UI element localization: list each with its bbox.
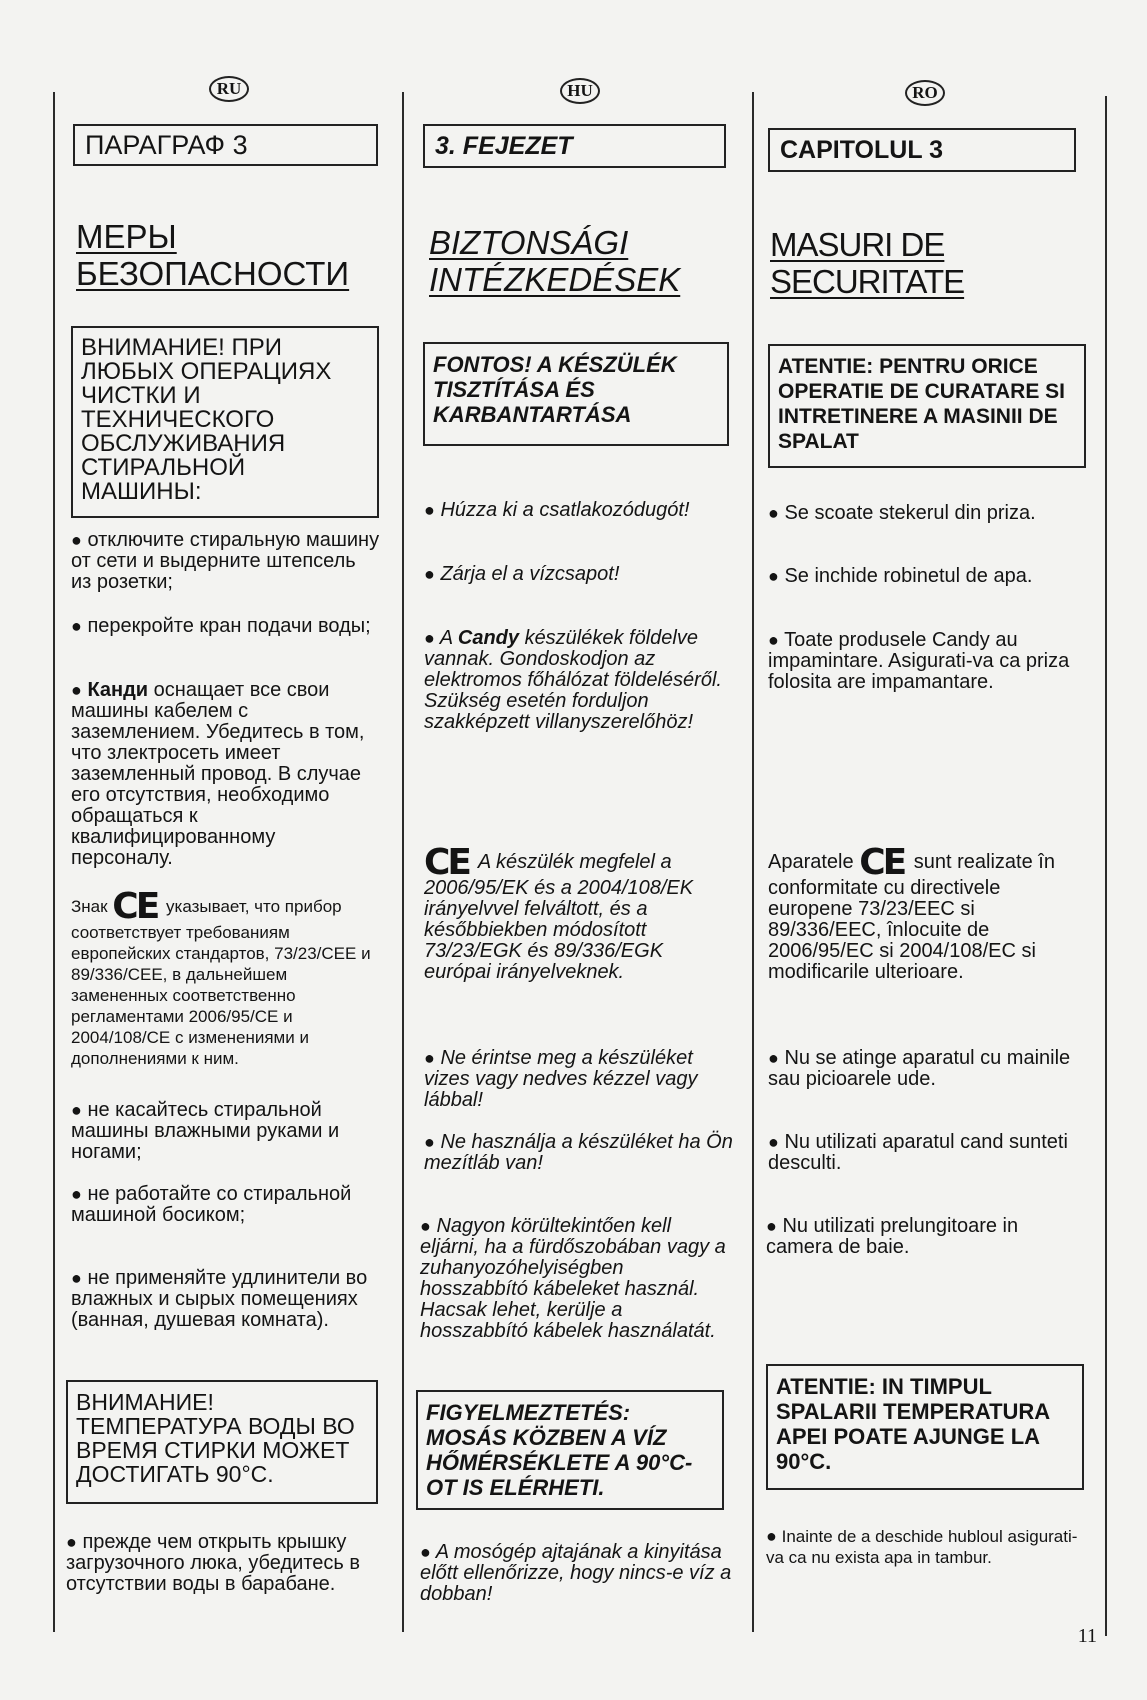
bullet-hu-6: [420, 1216, 735, 1342]
column-rule-1: [53, 92, 55, 1632]
bullet-ru-5: [71, 1184, 381, 1226]
temperature-warning-hu: FIGYELMEZTETÉS: MOSÁS KÖZBEN A VÍZ HŐMÉRSÉKLETE A 90°C-OT IS ELÉRHETI.: [416, 1390, 724, 1510]
bullet-icon: ●: [420, 1216, 431, 1236]
section-title-ru: МЕРЫ БЕЗОПАСНОСТИ: [76, 218, 350, 292]
bullet-text: A mosógép ajtajának a kinyitása előtt ellenőrizze, hogy nincs-e víz a dobban!: [420, 1541, 732, 1605]
bullet-icon: ●: [71, 1184, 82, 1204]
chapter-heading-ro: CAPITOLUL 3: [768, 128, 1076, 172]
bullet-text: Ne használja a készüléket ha Ön mezítláb van!: [424, 1131, 733, 1174]
warning-box-hu: FONTOS! A KÉSZÜLÉK TISZTÍTÁSA ÉS KARBANTARTÁSA: [423, 342, 729, 446]
bullet-text: Nu se atinge aparatul cu mainile sau picioarele ude.: [768, 1047, 1071, 1090]
bullet-text: készülékek földelve vannak. Gondoskodjon az elektromos főhálózat földeléséről. Szükség esetén forduljon szakképzett villanyszerelőhöz!: [424, 627, 722, 733]
bullet-text: Inainte de a deschide hubloul asigurati-va ca nu exista apa in tambur.: [766, 1527, 1078, 1567]
warning-box-ru: ВНИМАНИЕ! ПРИ ЛЮБЫХ ОПЕРАЦИЯХ ЧИСТКИ И ТЕХНИЧЕСКОГО ОБСЛУЖИВАНИЯ СТИРАЛЬНОЙ МАШИНЫ:: [71, 326, 379, 518]
bullet-icon: ●: [768, 566, 779, 586]
ce-text: A készülék megfelel a 2006/95/EK és a 2004/108/EK irányelvvel felváltott, és a későbbiekben módosított 73/23/EGK és 89/336/EGK európai irányelveknek.: [424, 851, 694, 983]
language-badge-hu: HU: [560, 78, 600, 104]
column-rule-3: [752, 92, 754, 1632]
bullet-icon: ●: [424, 628, 435, 648]
bullet-ru-6: [71, 1268, 381, 1331]
bullet-text: отключите стиральную машину от сети и выдерните штепсель из розетки;: [71, 529, 380, 593]
temperature-warning-ru: ВНИМАНИЕ! ТЕМПЕРАТУРА ВОДЫ ВО ВРЕМЯ СТИРКИ МОЖЕТ ДОСТИГАТЬ 90°С.: [66, 1380, 378, 1504]
bullet-text: Se scoate stekerul din priza.: [784, 502, 1036, 524]
bullet-ro-5: [768, 1132, 1088, 1174]
bullet-icon: ●: [420, 1542, 431, 1562]
chapter-heading-ru: ПАРАГРАФ 3: [73, 124, 378, 166]
bullet-icon: ●: [71, 616, 82, 636]
bullet-text: Toate produsele Candy au impamintare. Asigurati-va ca priza folosita are impamantare.: [768, 629, 1070, 693]
ce-mark-icon: CE: [424, 842, 470, 883]
chapter-heading-hu: 3. FEJEZET: [423, 124, 726, 168]
ce-text: sunt realizate în conformitate cu directivele europene 73/23/EEC si 89/336/EEC, înlocuite de 2006/95/EC si 2004/108/EC si modificarile ulterioare.: [768, 851, 1055, 983]
bullet-ro-7: [766, 1526, 1086, 1568]
bullet-hu-4: [424, 1048, 734, 1111]
bullet-text: перекройте кран подачи воды;: [87, 615, 371, 637]
bullet-text: Nu utilizati prelungitoare in camera de baie.: [766, 1215, 1019, 1258]
bullet-ru-7: [66, 1532, 381, 1595]
bullet-ru-3: [71, 680, 381, 869]
warning-box-ro: ATENTIE: PENTRU ORICE OPERATIE DE CURATARE SI INTRETINERE A MASINII DE SPALAT: [768, 344, 1086, 468]
ce-mark-icon: CE: [112, 886, 158, 927]
ce-note-hu: [424, 842, 734, 983]
bullet-icon: ●: [424, 1048, 435, 1068]
bullet-ro-6: [766, 1216, 1086, 1258]
bullet-icon: ●: [766, 1216, 777, 1236]
section-title-hu: BIZTONSÁGI INTÉZKEDÉSEK: [429, 224, 681, 298]
bullet-ru-1: [71, 530, 381, 593]
bullet-icon: ●: [71, 680, 82, 700]
language-badge-ru: RU: [209, 76, 249, 102]
section-title-ro: MASURI DE SECURITATE: [770, 226, 965, 300]
ce-note-ro: [768, 842, 1088, 983]
bullet-ru-4: [71, 1100, 381, 1163]
bullet-ro-4: [768, 1048, 1088, 1090]
bullet-text: оснащает все свои машины кабелем с заземлением. Убедитесь в том, что злектросеть имеет заземленный провод. В случае его отсутствия, необходимо обращаться к квалифицированному персоналу.: [71, 679, 365, 869]
bullet-ro-2: [768, 566, 1088, 587]
bullet-hu-1: [424, 500, 734, 521]
bullet-text: прежде чем открыть крышку загрузочного люка, убедитесь в отсутствии воды в барабане.: [66, 1531, 360, 1595]
ce-note-ru: [71, 886, 381, 1069]
bullet-hu-3: [424, 628, 734, 733]
bullet-icon: ●: [66, 1532, 77, 1552]
bullet-prefix: A: [439, 627, 453, 649]
bullet-icon: ●: [424, 1132, 435, 1152]
ce-prefix: Aparatele: [768, 851, 854, 873]
bullet-icon: ●: [71, 530, 82, 550]
bullet-hu-5: [424, 1132, 734, 1174]
bullet-text: Se inchide robinetul de apa.: [784, 565, 1033, 587]
language-badge-ro: RO: [905, 80, 945, 106]
bullet-ro-3: [768, 630, 1088, 693]
bullet-icon: ●: [71, 1268, 82, 1288]
bullet-text: не применяйте удлинители во влажных и сырых помещениях (ванная, душевая комната).: [71, 1267, 368, 1331]
bullet-icon: ●: [768, 503, 779, 523]
bullet-ru-2: [71, 616, 381, 637]
ce-text: указывает, что прибор соответствует требованиям европейских стандартов, 73/23/CEE и 89/336/CEE, в дальнейшем замененных соответственно регламентами 2006/95/CE и 2004/108/CE с изменениями и дополнениями к ним.: [71, 897, 371, 1068]
bullet-text: не работайте со стиральной машиной босиком;: [71, 1183, 352, 1226]
ce-prefix: Знак: [71, 897, 108, 916]
column-rule-4: [1105, 96, 1107, 1636]
column-rule-2: [402, 92, 404, 1632]
temperature-warning-ro: ATENTIE: IN TIMPUL SPALARII TEMPERATURA APEI POATE AJUNGE LA 90°C.: [766, 1364, 1084, 1490]
bullet-text: Nagyon körültekintően kell eljárni, ha a fürdőszobában vagy a zuhanyozóhelyiségben hosszabbító kábeleket használ. Hacsak lehet, kerülje a hosszabbító kábelek használatát.: [420, 1215, 726, 1342]
bullet-icon: ●: [424, 564, 435, 584]
bullet-text: Zárja el a vízcsapot!: [440, 563, 620, 585]
bullet-icon: ●: [768, 1132, 779, 1152]
bullet-text: Húzza ki a csatlakozódugót!: [440, 499, 690, 521]
bullet-icon: ●: [71, 1100, 82, 1120]
bullet-hu-7: [420, 1542, 735, 1605]
bullet-hu-2: [424, 564, 734, 585]
bullet-text: не касайтесь стиральной машины влажными руками и ногами;: [71, 1099, 340, 1163]
brand-name: Candy: [457, 627, 519, 649]
bullet-icon: ●: [424, 500, 435, 520]
bullet-icon: ●: [766, 1526, 777, 1546]
brand-name: Канди: [87, 679, 149, 701]
bullet-ro-1: [768, 503, 1088, 524]
bullet-text: Nu utilizati aparatul cand sunteti desculti.: [768, 1131, 1068, 1174]
page-number: 11: [1077, 1625, 1097, 1647]
bullet-icon: ●: [768, 1048, 779, 1068]
ce-mark-icon: CE: [859, 842, 905, 883]
bullet-icon: ●: [768, 630, 779, 650]
bullet-text: Ne érintse meg a készüléket vizes vagy nedves kézzel vagy lábbal!: [424, 1047, 698, 1111]
